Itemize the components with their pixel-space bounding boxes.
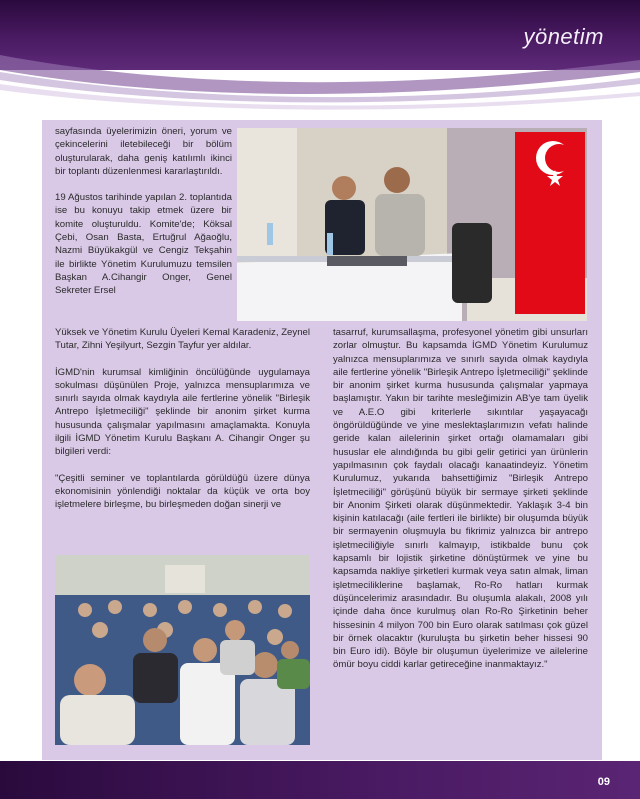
left-column-bottom (55, 326, 310, 512)
paragraph-quote-start: "Çeşitli seminer ve toplantılarda görüldüğü üzere dünya ekonomisinin yönlendiği noktalar da küçük ve orta boy işletmelere birleşme, bu birleşmeden doğan sinerji ve (55, 472, 310, 511)
page-header (0, 0, 640, 70)
header-swoosh (0, 0, 640, 110)
paragraph-quote-continued: tasarruf, kurumsallaşma, profesyonel yönetim gibi unsurları zorlar olmuştur. Bu kapsamda İGMD Yönetim Kurulumuz yalnızca mensuplarımıza ve sınırlı sayıda olmak kaydıyla aile fertlerine yönelik "Birleşik Antrepo İşletmeciliği" şeklinde bir anonim şirket kurma hususunda çalışmalar yapmaya başlamıştır. Yakın bir tarihte mesleğimizin AB'ye tam üyelik ve A.E.O gibi kriterlerle sıkıntılar yaşayacağı öngörüldüğünde ve yine meslektaşlarımızın vefatı halinde geride kalan ailelerinin şirket ortağı olamamaları gibi hususlar ele alındığında bu gibi gelir getirici yan ürünlerin yapılmasının çok faydalı olacağı kanaatindeyiz. Yönetim Kurulumuz, yukarıda bahsettiğimiz "Birleşik Antrepo İşletmeciliği" görüşünü büyük bir sermaye şirketi şeklinde bir Anonim Şirketi olarak düşünmektedir. Yaklaşık 3-4 bin kişinin katılacağı (aile fertleri ile birlikte) bir oluşumda büyük bir sermayenin oluşmuyla bu fikrimiz yalnızca bir antrepo işletmeciliğiyle sınırlı kalmayıp, istikbalde bunu çok kapsamlı bir lojistik şirketine dönüştürmek ve yine bu kapsamda nakliye şirketleri kurmak veya satın almak, liman işletmeciliklerine başlamak, Ro-Ro hatları kurmak düşüncelerimiz arasındadır. Bu oluşumla alakalı, 2008 yılı içinde daha önce kurulmuş olan Ro-Ro Şirketinin beher hissesinin 4 milyon 700 bin Euro olarak satılması çok güzel bir örnek olacaktır (kuruluşta bu şirketin beher hissesi 90 bin Euro idi). Böyle bir oluşumun üyelerimize ve ailelerine ömür boyu ciddi karlar getireceğine inanmaktayız." (333, 327, 588, 671)
paragraph-project-intro: İGMD'nin kurumsal kimliğinin öncülüğünde uygulamaya sokulması düşünülen Proje, yalnızca mensuplarımıza ve sınırlı sayıda olmak kaydıyla aile fertlerine yönelik "Birleşik Antrepo İşletmeciliği" şeklinde bir anonim şirket kurma hususunda çalışmalar yapılmasını amaçlamakta. Konuyla ilgili İGMD Yönetim Kurulu Başkanı A. Cihangir Onger şu bilgileri verdi: (55, 366, 310, 458)
page-number: 09 (597, 776, 610, 788)
paragraph-committee-members: Yüksek ve Yönetim Kurulu Üyeleri Kemal Karadeniz, Zeynel Tutar, Zihni Yeşilyurt, Sezgin Tayfur yer aldılar. (55, 327, 310, 352)
paragraph-august-meeting: 19 Ağustos tarihinde yapılan 2. toplantıda ise bu konuyu takip etmek üzere bir komite oluşturuldu. Komite'de; Köksal Çebi, Osan Basta, Ertuğrul Ağaoğlu, Nazmi Büyükakgül ve Cengiz Tekşahin ile birlikte Yönetim Kurulumuzu temsilen Başkan A.Cihangir Onger, Genel Sekreter Ersel (55, 192, 232, 297)
meeting-photo (237, 128, 587, 321)
audience-photo (55, 555, 310, 745)
section-title: yönetim (523, 24, 604, 49)
page-footer (0, 761, 640, 799)
left-column-top (55, 125, 232, 311)
right-column (333, 326, 588, 672)
paragraph-committee-proposal: sayfasında üyelerimizin öneri, yorum ve çekincelerini iletebileceği bir bölüm oluşturularak, daha geniş katılımlı ikinci bir toplantı düzenlenmesi kararlaştırıldı. (55, 126, 232, 177)
